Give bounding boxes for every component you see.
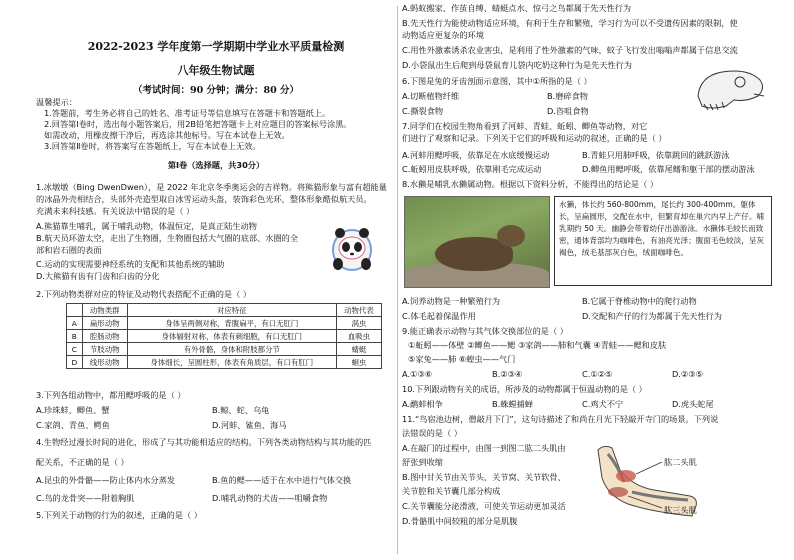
- q6-option: A.切断植物纤维: [402, 91, 460, 101]
- q11-option: 关节腔和关节囊几部分构成: [402, 486, 501, 496]
- q5-option: A.蚂蚁搬家、作茧自缚、蜻蜓点水、惊弓之鸟都属于先天性行为: [402, 3, 632, 13]
- q1-option: C.运动的实现需要神经系统的支配和其他系统的辅助: [36, 259, 225, 269]
- q8-option: B.它属于脊椎动物中的爬行动物: [582, 296, 697, 306]
- table-cell: 身体细长，呈圆柱形，体表有角质层，有口有肛门: [127, 356, 336, 369]
- q10-option: C.鸡犬不宁: [582, 399, 624, 409]
- q11-option: 舒张到收缩: [402, 457, 443, 467]
- table-cell: 身体呈两侧对称，背腹扁平，有口无肛门: [127, 317, 336, 330]
- q4-line: 配关系，不正确的是（ ）: [36, 457, 129, 467]
- q5-stem: 5.下列关于动物的行为的叙述，正确的是（ ）: [36, 510, 202, 520]
- q8-option: A.饲养动物是一种繁殖行为: [402, 296, 501, 306]
- table-cell: D: [67, 356, 83, 369]
- q3-option: A.珍珠蚌、鲫鱼、蟹: [36, 405, 110, 415]
- table-header-row: [67, 304, 382, 317]
- q6-option: B.磨碎食物: [547, 91, 588, 101]
- left-column: [36, 0, 396, 560]
- q10-option: B.蛛螳捕蝉: [492, 399, 533, 409]
- table-cell: C: [67, 343, 83, 356]
- q3-option: B.鲸、蛇、乌龟: [212, 405, 270, 415]
- q10-option: D.虎头蛇尾: [672, 399, 714, 409]
- rabbit-skull-diagram: [694, 66, 770, 114]
- table-header: [67, 304, 83, 317]
- q1-line: 1.冰墩墩（Bing DwenDwen），是 2022 年北京冬季奥运会的吉祥物。将熊猫形象与富有超能量: [36, 182, 387, 192]
- table-cell: 蜻蜓: [336, 343, 381, 356]
- q7-option: B.青蛙只用肺呼吸，依靠跳回的跳跃游泳: [582, 150, 730, 160]
- q1-option: B.航天员环游太空，走出了生物圈，生物圈包括大气圈的底部、水圈的全: [36, 233, 299, 243]
- note-line: 3.回答第Ⅱ卷时，将答案写在答题纸上，写在本试卷上无效。: [44, 141, 261, 151]
- q7-option: D.鲫鱼用鳃呼吸，依靠尾鳍和躯干部的摆动游泳: [582, 164, 755, 174]
- q9-items: ⑤家兔——肺 ⑥蝗虫——气门: [408, 354, 516, 364]
- q1-option: 部和岩石圈的表面: [36, 245, 102, 255]
- q1-line: 充满未来科技感。有关说法中错误的是（ ）: [36, 206, 195, 216]
- table-cell: 扁形动物: [82, 317, 127, 330]
- q9-items: ①蚯蚓——体壁 ②鲫鱼——鳃 ③家鸽——肺和气囊 ④青蛙——鳃和皮肤: [408, 340, 667, 350]
- q5-option: C.用性外激素诱杀农业害虫，是利用了性外激素的气味，蚊子飞行发出嗡嗡声都属于信息交流: [402, 45, 738, 55]
- q9-option: A.①③⑥: [402, 369, 433, 379]
- exam-info: （考试时间：90 分钟；满分：80 分）: [132, 85, 300, 96]
- q7-line: 们进行了观察和记录。下列关于它们的呼吸和运动的叙述，正确的是（ ）: [402, 133, 667, 143]
- table-header: 动物代表: [336, 304, 381, 317]
- table-row: [67, 317, 382, 330]
- note-line: 1.答题前，考生务必将自己的姓名、准考证号等信息填写在答题卡和答题纸上。: [44, 108, 331, 118]
- right-column: [402, 0, 772, 560]
- q4-option: A.昆虫的外骨骼——防止体内水分蒸发: [36, 475, 176, 485]
- q9-option: C.①②⑤: [582, 369, 613, 379]
- mascot-image: [328, 222, 376, 272]
- q1-line: 的冰晶外壳相结合，头部外壳造型取自冰雪运动头盔，装饰彩色光环，整体形象酷似航天员。: [36, 194, 372, 204]
- table-cell: 线形动物: [82, 356, 127, 369]
- q6-option: C.撕裂食物: [402, 106, 444, 116]
- q4-option: D.哺乳动物的犬齿——咀嚼食物: [212, 493, 328, 503]
- q8-option: D.交配和产仔的行为都属于先天性行为: [582, 311, 722, 321]
- q7-option: C.蚯蚓用皮肤呼吸，依靠刚毛完成运动: [402, 164, 542, 174]
- q6-stem: 6.下图是兔的牙齿剖面示意图，其中①所指的是（ ）: [402, 76, 592, 86]
- q2-stem: 2.下列动物类群对应的特征及动物代表搭配不正确的是（ ）: [36, 289, 252, 299]
- notes-heading: 温馨提示：: [36, 97, 77, 107]
- table-cell: 有外骨骼，身体和附肢都分节: [127, 343, 336, 356]
- q11-option: D.骨骼肌中间较粗的部分是肌腹: [402, 516, 518, 526]
- exam-subtitle: 八年级生物试题: [177, 64, 255, 77]
- q9-stem: 9.能正确表示动物与其气体交换部位的是（ ）: [402, 326, 568, 336]
- table-row: [67, 330, 382, 343]
- q1-option: D.大熊猫有齿有门齿和臼齿的分化: [36, 271, 160, 281]
- q3-option: D.河蚌、鲨鱼、海马: [212, 420, 287, 430]
- otter-head: [497, 225, 525, 247]
- section1-heading: 第Ⅰ卷（选择题，共30分）: [167, 160, 265, 170]
- table-cell: B: [67, 330, 83, 343]
- table-header: 动物类群: [82, 304, 127, 317]
- muscle-label: 肱二头肌: [664, 457, 697, 467]
- otter-photo: [404, 196, 550, 288]
- q6-option: D.咨咀食物: [547, 106, 589, 116]
- exam-title: 2022-2023 学年度第一学期期中学业水平质量检测: [87, 40, 345, 53]
- q4-option: B.鱼的鳃——适于在水中进行气体交换: [212, 475, 352, 485]
- q10-stem: 10.下列跟动物有关的成语，所涉及的动物都属于恒温动物的是（ ）: [402, 384, 647, 394]
- table-row: [67, 343, 382, 356]
- q11-option: A.在敲门的过程中，由图一到图二肱二头肌由: [402, 443, 566, 453]
- q11-line: 11.“鸟宿池边树，僧敲月下门”，这句诗描述了和尚在月光下轻敲开寺门的场景。下列说: [402, 414, 719, 424]
- q5-option: 动物适应更复杂的环境: [402, 30, 484, 40]
- table-cell: 腔肠动物: [82, 330, 127, 343]
- otter-info-box: 水獭，体长约 560-800mm，尾长约 300-400mm。躯体长，呈扁圆形，交配在水中，但繁育却在巢穴内早上产仔。哺乳期约 50 天。幽静会带着幼仔出游游泳。水獭体毛较长而致密，通体背部均为咖啡色，有油亮光泽；腹面毛色较淡，呈灰褐色，绒毛基部灰白色，绒面咖啡色。: [554, 196, 772, 286]
- table-row: [67, 356, 382, 369]
- table-cell: 蛔虫: [336, 356, 381, 369]
- table-header: 对应特征: [127, 304, 336, 317]
- table-cell: 涡虫: [336, 317, 381, 330]
- q11-line: 法错误的是（ ）: [402, 428, 462, 438]
- traits-table: [66, 303, 382, 369]
- muscle-label: 肱三头肌: [664, 505, 697, 515]
- q3-stem: 3.下列各组动物中，都用鳃呼吸的是（ ）: [36, 390, 186, 400]
- table-cell: A: [67, 317, 83, 330]
- q11-option: C.关节囊能分泌滑液，可使关节运动更加灵活: [402, 501, 566, 511]
- column-divider: [397, 6, 398, 554]
- table-cell: 节肢动物: [82, 343, 127, 356]
- q4-line: 4.生物经过漫长时间的进化，形成了与其功能相适应的结构。下列各类动物结构与其功能的匹: [36, 437, 372, 447]
- q9-option: D.②③⑤: [672, 369, 703, 379]
- q8-option: C.体毛起着保温作用: [402, 311, 476, 321]
- q7-line: 7.同学们在校园生物角看到了河蚌、青蛙、蚯蚓、鲫鱼等动物，对它: [402, 121, 648, 131]
- note-line: 2.回答第Ⅰ卷时，选出每小题答案后，用2B铅笔把答题卡上对应题目的答案标号涂黑。: [44, 119, 352, 129]
- q8-stem: 8.水獭是哺乳水獭属动物。根据以下资料分析，不能得出的结论是（ ）: [402, 179, 659, 189]
- q7-option: A.河蚌用鳃呼吸，依靠足在水底缓慢运动: [402, 150, 550, 160]
- q10-option: A.鹬蚌相争: [402, 399, 443, 409]
- table-cell: 血吸虫: [336, 330, 381, 343]
- q3-option: C.家鸽、青鱼、鳄鱼: [36, 420, 110, 430]
- q4-option: C.鸟的龙骨突——附着胸肌: [36, 493, 135, 503]
- note-line: 如需改动，用橡皮擦干净后，再选涂其他标号。写在本试卷上无效。: [44, 130, 290, 140]
- q5-option: B.先天性行为能使动物适应环境，有利于生存和繁殖，学习行为可以不受遗传因素的限制，使: [402, 18, 738, 28]
- q5-option: D.小袋鼠出生后爬到母袋鼠育儿袋内吃奶这种行为是先天性行为: [402, 60, 632, 70]
- q11-option: B.图中甘关节由关节头、关节窝、关节软骨、: [402, 472, 566, 482]
- q1-option: A.熊猫靠生哺乳，属于哺乳动物，体温恒定，是真正陆生动物: [36, 221, 257, 231]
- table-cell: 身体辐射对称，体表有刺细胞，有口无肛门: [127, 330, 336, 343]
- q9-option: B.②③④: [492, 369, 523, 379]
